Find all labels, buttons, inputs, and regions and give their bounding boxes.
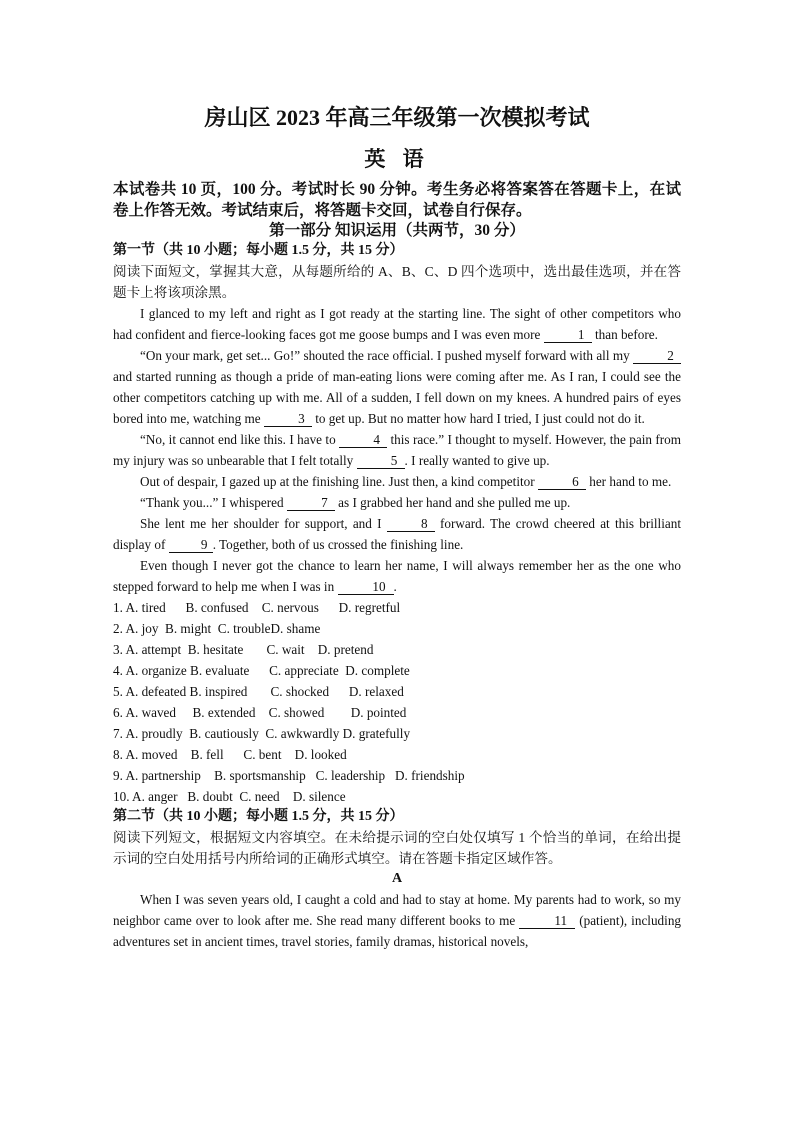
paragraph-text: her hand to me. — [585, 474, 672, 489]
passage-paragraph — [113, 492, 681, 513]
blank-3: 3 — [264, 412, 312, 427]
exam-content — [113, 103, 681, 952]
paragraph-text: and started running as though a pride of man-eating lions were coming after me. As I ran, I could see the other competitors catching up with me. All of a sudden, I fell down on my knees. A hundred pairs of eyes bored into me, watching me — [113, 369, 681, 426]
paragraph-text: (patient), including adventures set in ancient times, travel stories, family dramas, historical novels, — [113, 913, 682, 949]
paragraph-text: forward. The crowd cheered at this brilliant display of — [113, 516, 681, 552]
section2-heading: 第二节（共 10 小题；每小题 1.5 分，共 15 分） — [113, 809, 404, 824]
paragraph-text: “Thank you...” I whispered — [140, 495, 287, 510]
paragraph-text: as I grabbed her hand and she pulled me up. — [334, 495, 571, 510]
passage-paragraph — [113, 471, 681, 492]
paragraph-text: Out of despair, I gazed up at the finishing line. Just then, a kind competitor — [140, 474, 538, 489]
passage-paragraph — [113, 555, 681, 597]
paragraph-text: I glanced to my left and right as I got ready at the starting line. The sight of other competitors who had confident and fierce-looking faces got me goose bumps and I was even more — [113, 306, 681, 342]
paragraph-text: this race.” I thought to myself. However, the pain from my injury was so unbearable that I felt totally — [113, 432, 681, 468]
section2-instructions: 阅读下列短文，根据短文内容填空。在未给提示词的空白处仅填写 1 个恰当的单词，在给出提示词的空白处用括号内所给词的正确形式填空。请在答题卡指定区域作答。 — [113, 830, 681, 866]
subject-title: 英 语 — [364, 147, 430, 171]
paragraph-text: . — [393, 579, 397, 594]
option-line: 1. A. tired B. confused C. nervous D. regretful — [113, 600, 401, 615]
blank-4: 4 — [339, 433, 387, 448]
option-line: 4. A. organize B. evaluate C. appreciate D. complete — [113, 663, 410, 678]
blank-8: 8 — [387, 517, 435, 532]
paragraph-text: . Together, both of us crossed the finishing line. — [212, 537, 464, 552]
section1-heading: 第一节（共 10 小题；每小题 1.5 分，共 15 分） — [113, 243, 404, 258]
passage-paragraph — [113, 889, 681, 952]
blank-9: 9 — [169, 538, 213, 553]
section1-instructions: 阅读下面短文，掌握其大意，从每题所给的 A、B、C、D 四个选项中，选出最佳选项，并在答题卡上将该项涂黑。 — [113, 264, 681, 300]
option-line: 6. A. waved B. extended C. showed D. pointed — [113, 705, 407, 720]
passage-paragraph — [113, 303, 681, 345]
option-line: 10. A. anger B. doubt C. need D. silence — [113, 789, 346, 804]
option-line: 5. A. defeated B. inspired C. shocked D. relaxed — [113, 684, 404, 699]
paragraph-text: than before. — [591, 327, 658, 342]
paragraph-text: “No, it cannot end like this. I have to — [140, 432, 340, 447]
exam-title: 房山区 2023 年高三年级第一次模拟考试 — [204, 105, 590, 130]
paragraph-text: When I was seven years old, I caught a cold and had to stay at home. My parents had to work, so my neighbor came over to look after me. She read many different books to me — [113, 892, 681, 928]
blank-11: 11 — [519, 914, 575, 929]
option-line: 3. A. attempt B. hesitate C. wait D. pretend — [113, 642, 374, 657]
blank-6: 6 — [538, 475, 586, 490]
paragraph-text: Even though I never got the chance to learn her name, I will always remember her as the one who stepped forward to help me when I was in — [113, 558, 681, 594]
passage-paragraph — [113, 429, 681, 471]
blank-10: 10 — [338, 580, 394, 595]
part-heading: 第一部分 知识运用（共两节，30 分） — [269, 222, 525, 239]
option-line: 7. A. proudly B. cautiously C. awkwardly D. gratefully — [113, 726, 411, 741]
blank-7: 7 — [287, 496, 335, 511]
blank-2: 2 — [633, 349, 681, 364]
exam-notice: 本试卷共 10 页，100 分。考试时长 90 分钟。考生务必将答案答在答题卡上，在试卷上作答无效。考试结束后，将答题卡交回，试卷自行保存。 — [113, 181, 681, 219]
paragraph-text: . I really wanted to give up. — [404, 453, 550, 468]
paragraph-text: to get up. But no matter how hard I tried, I just could not do it. — [311, 411, 645, 426]
paragraph-text: She lent me her shoulder for support, and I — [140, 516, 387, 531]
option-line: 8. A. moved B. fell C. bent D. looked — [113, 747, 347, 762]
passage-paragraph — [113, 513, 681, 555]
option-line: 2. A. joy B. might C. troubleD. shame — [113, 621, 321, 636]
passage-label: A — [391, 871, 403, 886]
passage-paragraph — [113, 345, 681, 429]
paragraph-text: “On your mark, get set... Go!” shouted the race official. I pushed myself forward with all my — [140, 348, 633, 363]
option-line: 9. A. partnership B. sportsmanship C. leadership D. friendship — [113, 768, 465, 783]
blank-5: 5 — [357, 454, 405, 469]
blank-1: 1 — [544, 328, 592, 343]
